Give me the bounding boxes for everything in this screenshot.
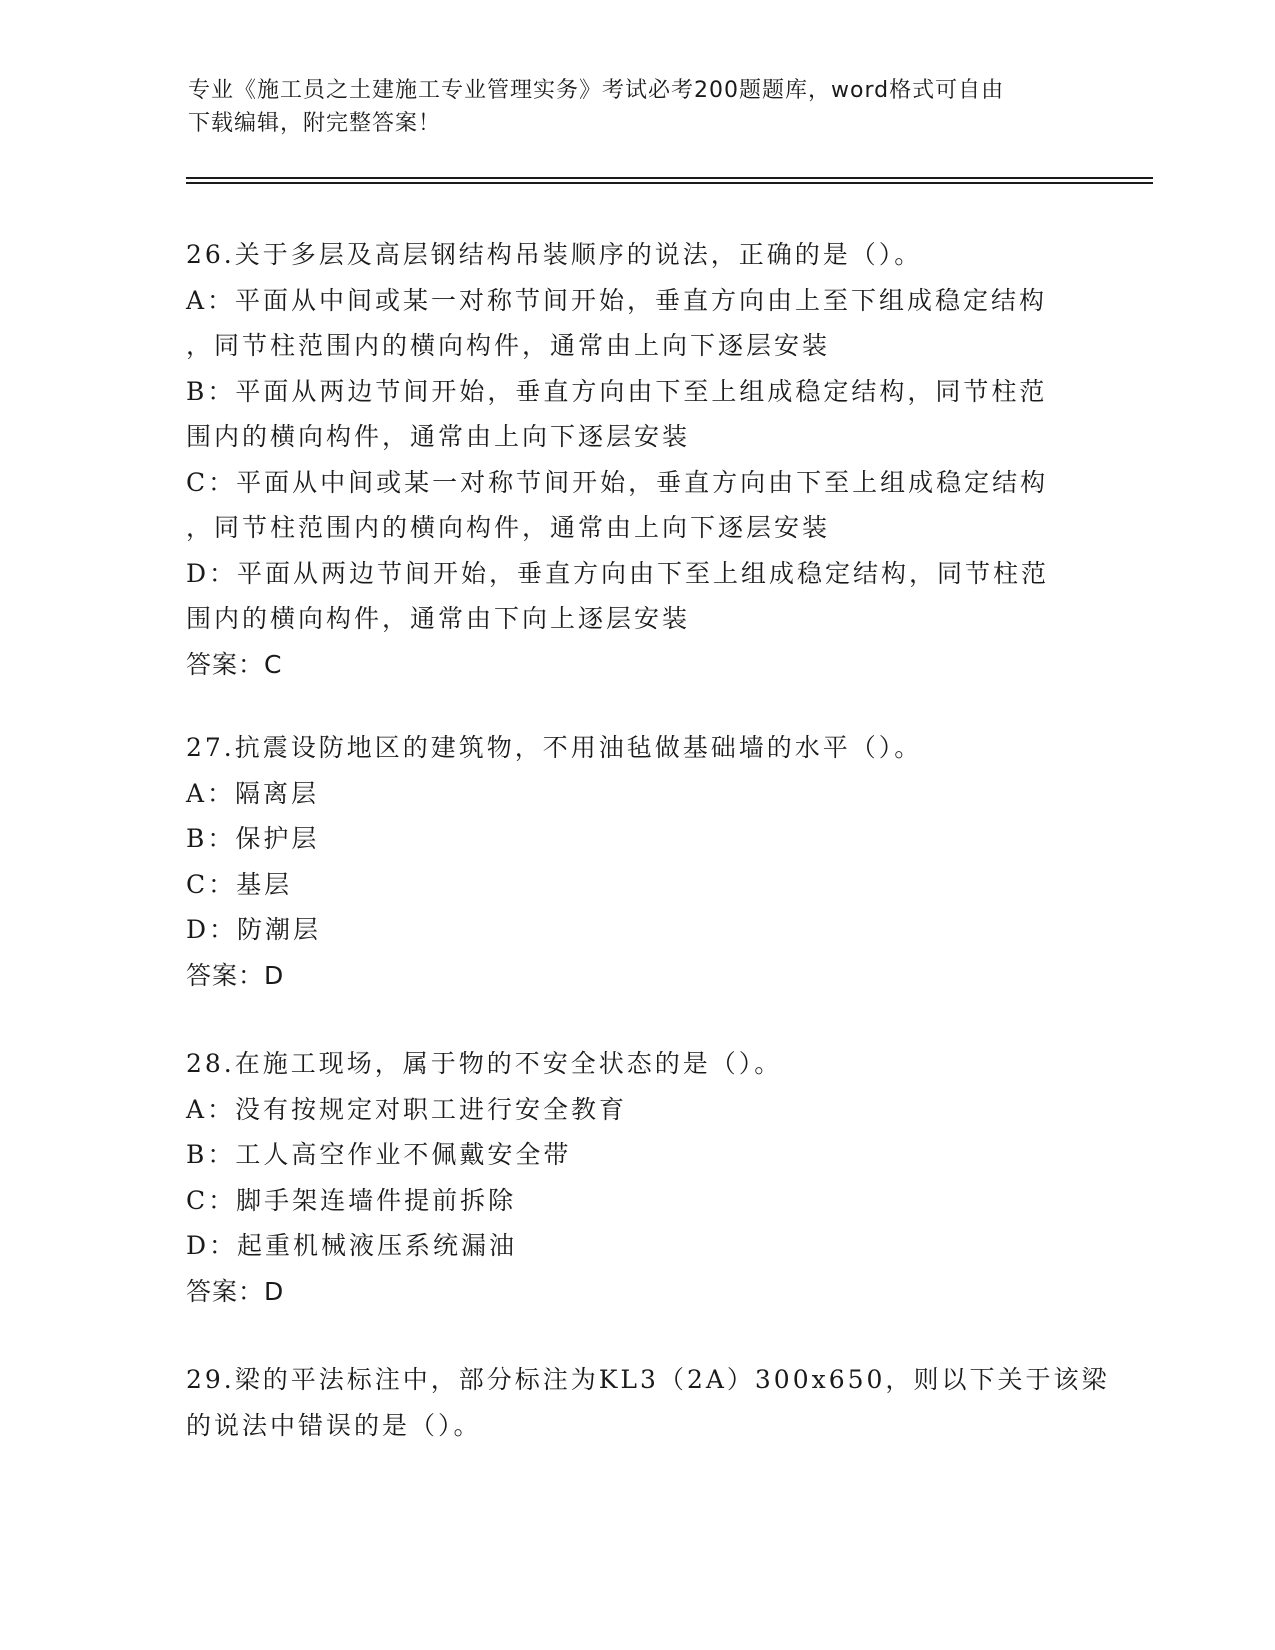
question-27-stem: 27.抗震设防地区的建筑物，不用油毡做基础墙的水平（）。 <box>186 733 923 762</box>
question-26-option-d-line-2: 围内的横向构件，通常由下向上逐层安装 <box>186 604 691 633</box>
question-28-option-b: B：工人高空作业不佩戴安全带 <box>186 1140 572 1169</box>
question-27-option-a: A：隔离层 <box>186 778 320 808</box>
question-27 <box>186 725 1086 998</box>
question-28 <box>186 1041 1086 1314</box>
question-26-option-a-line-1: A：平面从中间或某一对称节间开始，垂直方向由上至下组成稳定结构 <box>186 285 1048 315</box>
header-line-2: 下载编辑，附完整答案！ <box>188 111 442 136</box>
question-29 <box>186 1357 1110 1448</box>
question-26 <box>186 232 1086 687</box>
question-26-option-b-line-2: 围内的横向构件，通常由上向下逐层安装 <box>186 422 691 451</box>
question-27-option-b: B：保护层 <box>186 824 320 853</box>
question-26-answer: 答案：C <box>186 649 283 679</box>
question-29-stem-line-1: 29.梁的平法标注中，部分标注为KL3（2A）300x650，则以下关于该梁 <box>186 1365 1110 1394</box>
question-29-stem-line-2: 的说法中错误的是（）。 <box>186 1410 482 1440</box>
header-line-1: 专业《施工员之土建施工专业管理实务》考试必考200题题库，word格式可自由 <box>188 78 1005 103</box>
question-28-stem: 28.在施工现场，属于物的不安全状态的是（）。 <box>186 1049 783 1078</box>
question-26-option-c-line-1: C：平面从中间或某一对称节间开始，垂直方向由下至上组成稳定结构 <box>186 467 1049 497</box>
question-27-answer: 答案：D <box>186 960 285 990</box>
document-header <box>188 74 1068 140</box>
question-26-option-c-line-2: ，同节柱范围内的横向构件，通常由上向下逐层安装 <box>186 513 831 542</box>
question-27-option-c: C：基层 <box>186 869 293 899</box>
question-27-option-d: D：防潮层 <box>186 915 322 944</box>
question-28-option-d: D：起重机械液压系统漏油 <box>186 1231 518 1260</box>
question-26-option-a-line-2: ，同节柱范围内的横向构件，通常由上向下逐层安装 <box>186 331 831 360</box>
question-28-answer: 答案：D <box>186 1276 285 1306</box>
question-28-option-a: A：没有按规定对职工进行安全教育 <box>186 1094 628 1124</box>
question-26-stem: 26.关于多层及高层钢结构吊装顺序的说法，正确的是（）。 <box>186 240 923 269</box>
question-26-option-d-line-1: D：平面从两边节间开始，垂直方向由下至上组成稳定结构，同节柱范 <box>186 558 1050 588</box>
header-rule-bottom <box>186 182 1153 184</box>
question-26-option-b-line-1: B：平面从两边节间开始，垂直方向由下至上组成稳定结构，同节柱范 <box>186 376 1048 406</box>
header-rule-top <box>186 177 1153 179</box>
question-28-option-c: C：脚手架连墙件提前拆除 <box>186 1185 517 1215</box>
